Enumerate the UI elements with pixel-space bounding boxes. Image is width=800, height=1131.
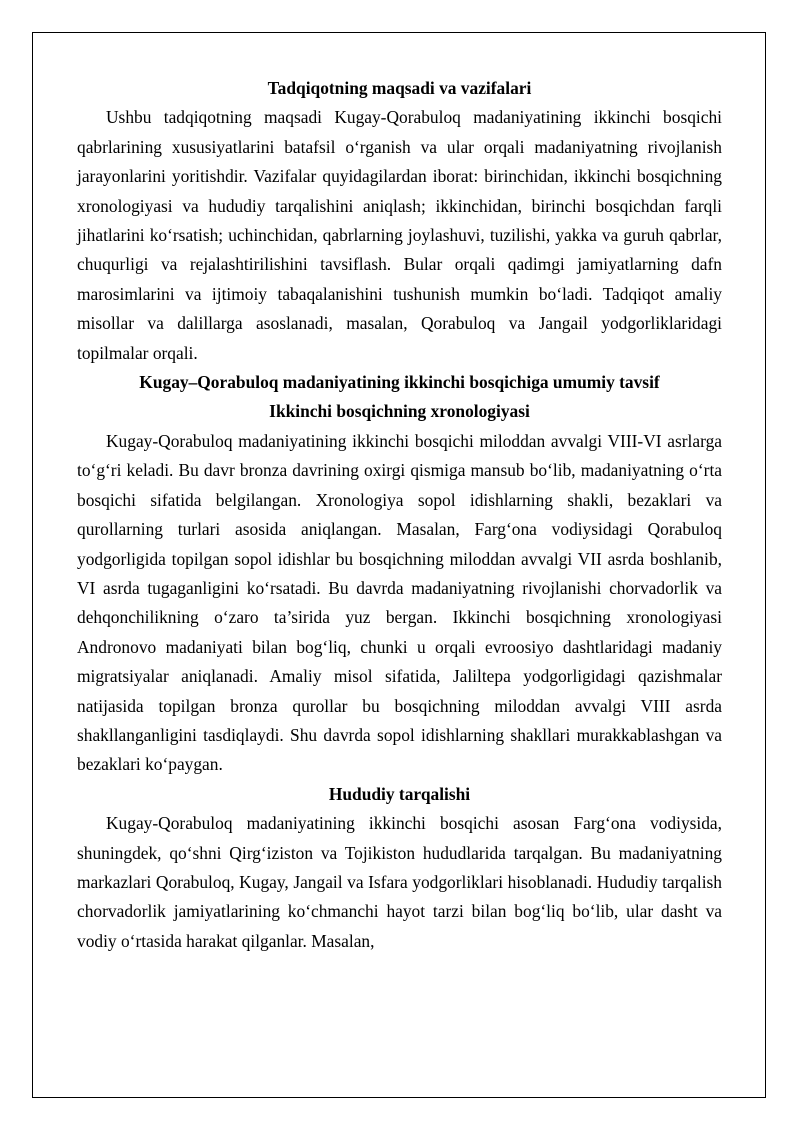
paragraph-distribution: Kugay-Qorabuloq madaniyatining ikkinchi bosqichi asosan Farg‘ona vodiysida, shuningdek, qo‘shni Qirg‘iziston va Tojikiston hududlarida tarqalgan. Bu madaniyatning markazlari Qorabuloq, Kugay, Jangail va Isfara yodgorliklari hisoblanadi. Hududiy tarqalish chorvadorlik jamiyatlarining ko‘chmanchi hayot tarzi bilan bog‘liq bo‘lib, ular dasht va vodiy o‘rtasida harakat qilganlar. Masalan, bbox=[77, 813, 722, 951]
section-heading-goals: Tadqiqotning maqsadi va vazifalari bbox=[267, 78, 532, 98]
section-heading-chronology: Ikkinchi bosqichning xronologiyasi bbox=[269, 401, 530, 422]
section-heading-overview: Kugay–Qorabuloq madaniyatining ikkinchi bosqichiga umumiy tavsif bbox=[139, 372, 660, 393]
document-body bbox=[77, 74, 722, 956]
paragraph-goals: Ushbu tadqiqotning maqsadi Kugay-Qorabuloq madaniyatining ikkinchi bosqichi qabrlarining xususiyatlarini batafsil o‘rganish va ular orqali madaniyatning rivojlanish jarayonlarini yoritishdir. Vazifalar quyidagilardan iborat: birinchidan, ikkinchi bosqichning xronologiyasi va hududiy tarqalishini aniqlash; ikkinchidan, birinchi bosqichdan farqli jihatlarini ko‘rsatish; uchinchidan, qabrlarning joylashuvi, tuzilishi, yakka va guruh qabrlar, chuqurligi va rejalashtirilishini tavsiflash. Bular orqali qadimgi jamiyatlarning dafn marosimlarini va ijtimoiy tabaqalanishini tushunish mumkin bo‘ladi. Tadqiqot amaliy misollar va dalillarga asoslanadi, masalan, Qorabuloq va Jangail yodgorliklaridagi topilmalar orqali. bbox=[77, 107, 722, 363]
paragraph-chronology: Kugay-Qorabuloq madaniyatining ikkinchi bosqichi miloddan avvalgi VIII-VI asrlarga to‘g‘ri keladi. Bu davr bronza davrining oxirgi qismiga mansub bo‘lib, madaniyatning o‘rta bosqichi sifatida belgilangan. Xronologiya sopol idishlarning shakli, bezaklari va qurollarning turlari asosida aniqlangan. Masalan, Farg‘ona vodiysidagi Qorabuloq yodgorligida topilgan sopol idishlar bu bosqichning miloddan avvalgi VII asrda boshlanib, VI asrda tugaganligini ko‘rsatadi. Bu davrda madaniyatning rivojlanishi chorvadorlik va dehqonchilikning o‘zaro ta’sirida yuz bergan. Ikkinchi bosqichning xronologiyasi Andronovo madaniyati bilan bog‘liq, chunki u orqali evroosiyo dashtlaridagi madaniy migratsiyalar aniqlanadi. Amaliy misol sifatida, Jaliltepa yodgorligidagi qazishmalar natijasida topilgan bronza qurollar bu bosqichning miloddan avvalgi VIII asrda shakllanganligini tasdiqlaydi. Shu davrda sopol idishlarning shakllari murakkablashgan va bezaklari ko‘paygan. bbox=[77, 430, 722, 775]
section-heading-distribution: Hududiy tarqalishi bbox=[328, 783, 471, 804]
